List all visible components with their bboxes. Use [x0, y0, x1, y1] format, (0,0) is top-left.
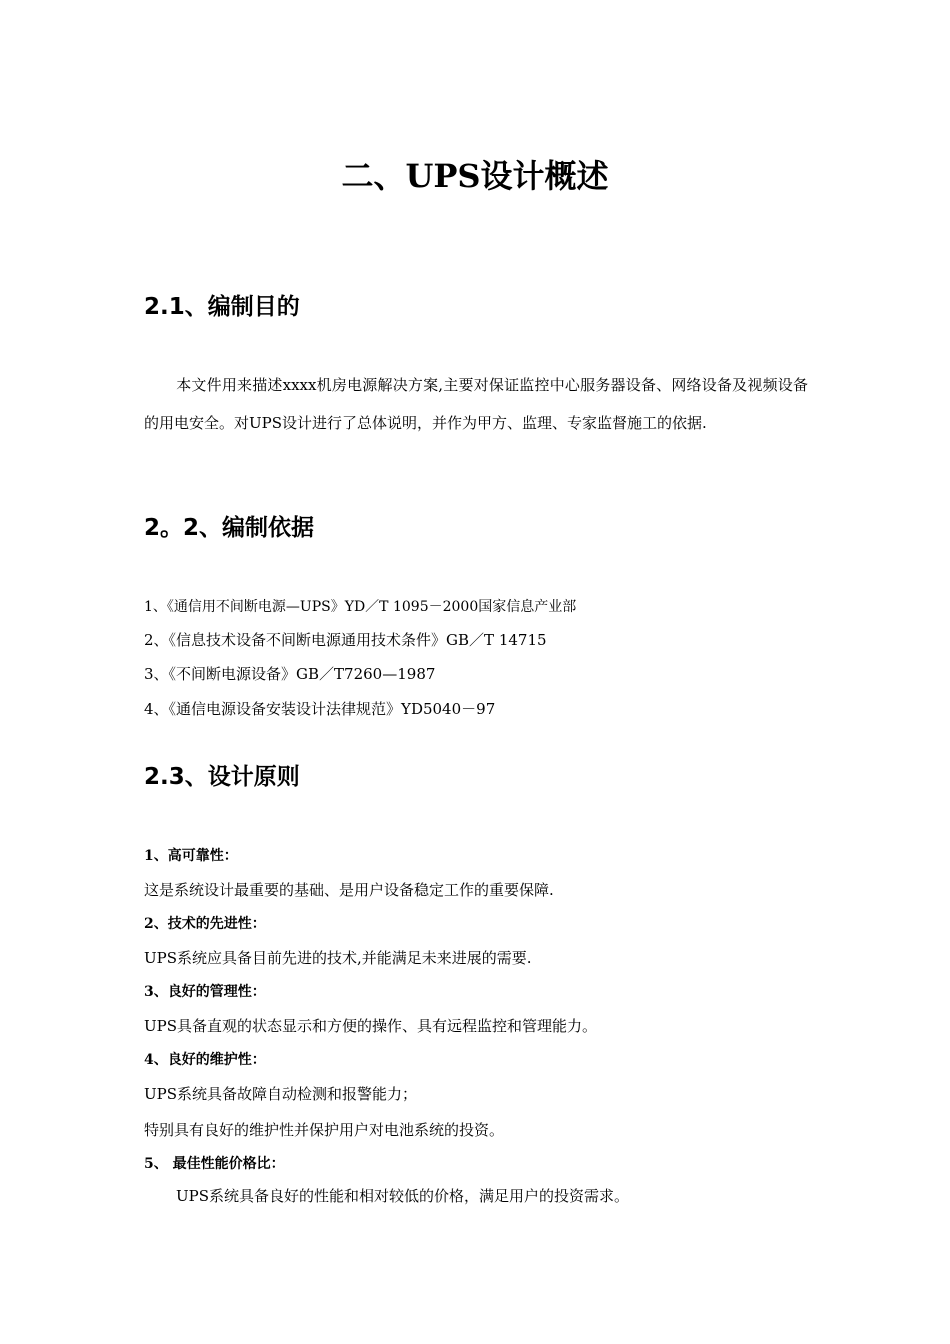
- section-heading-principles: 2.3、设计原则: [144, 764, 300, 790]
- principle-text: 这是系统设计最重要的基础、是用户设备稳定工作的重要保障.: [144, 881, 554, 899]
- section-heading-purpose: 2.1、编制目的: [144, 294, 300, 320]
- page-title: 二、UPS设计概述: [341, 157, 609, 195]
- principle-text: UPS系统具备良好的性能和相对较低的价格，满足用户的投资需求。: [176, 1187, 630, 1205]
- reference-item: 2、《信息技术设备不间断电源通用技术条件》GB／T 14715: [144, 631, 547, 649]
- purpose-text: 本文件用来描述xxxx机房电源解决方案,主要对保证监控中心服务器设备、网络设备及视频设备的用电安全。对UPS设计进行了总体说明，并作为甲方、监理、专家监督施工的依据.: [144, 376, 808, 432]
- purpose-paragraph: [144, 366, 808, 442]
- principle-text: UPS具备直观的状态显示和方便的操作、具有远程监控和管理能力。: [144, 1017, 598, 1035]
- principle-text: UPS系统应具备目前先进的技术,并能满足未来进展的需要.: [144, 949, 532, 967]
- reference-item: 4、《通信电源设备安装设计法律规范》YD5040－97: [144, 700, 496, 718]
- principle-title: 2、技术的先进性：: [144, 916, 266, 932]
- reference-item: 1、《通信用不间断电源—UPS》YD／T 1095－2000国家信息产业部: [144, 599, 577, 615]
- principle-title: 5、 最佳性能价格比：: [144, 1156, 285, 1172]
- section-heading-basis: 2。2、编制依据: [144, 515, 315, 541]
- principle-title: 3、良好的管理性：: [144, 984, 266, 1000]
- principle-text: 特别具有良好的维护性并保护用户对电池系统的投资。: [144, 1121, 505, 1139]
- reference-item: 3、《不间断电源设备》GB／T7260—1987: [144, 665, 436, 683]
- principle-title: 1、高可靠性：: [144, 848, 238, 864]
- principle-title: 4、良好的维护性：: [144, 1052, 266, 1068]
- principle-text: UPS系统具备故障自动检测和报警能力；: [144, 1085, 418, 1103]
